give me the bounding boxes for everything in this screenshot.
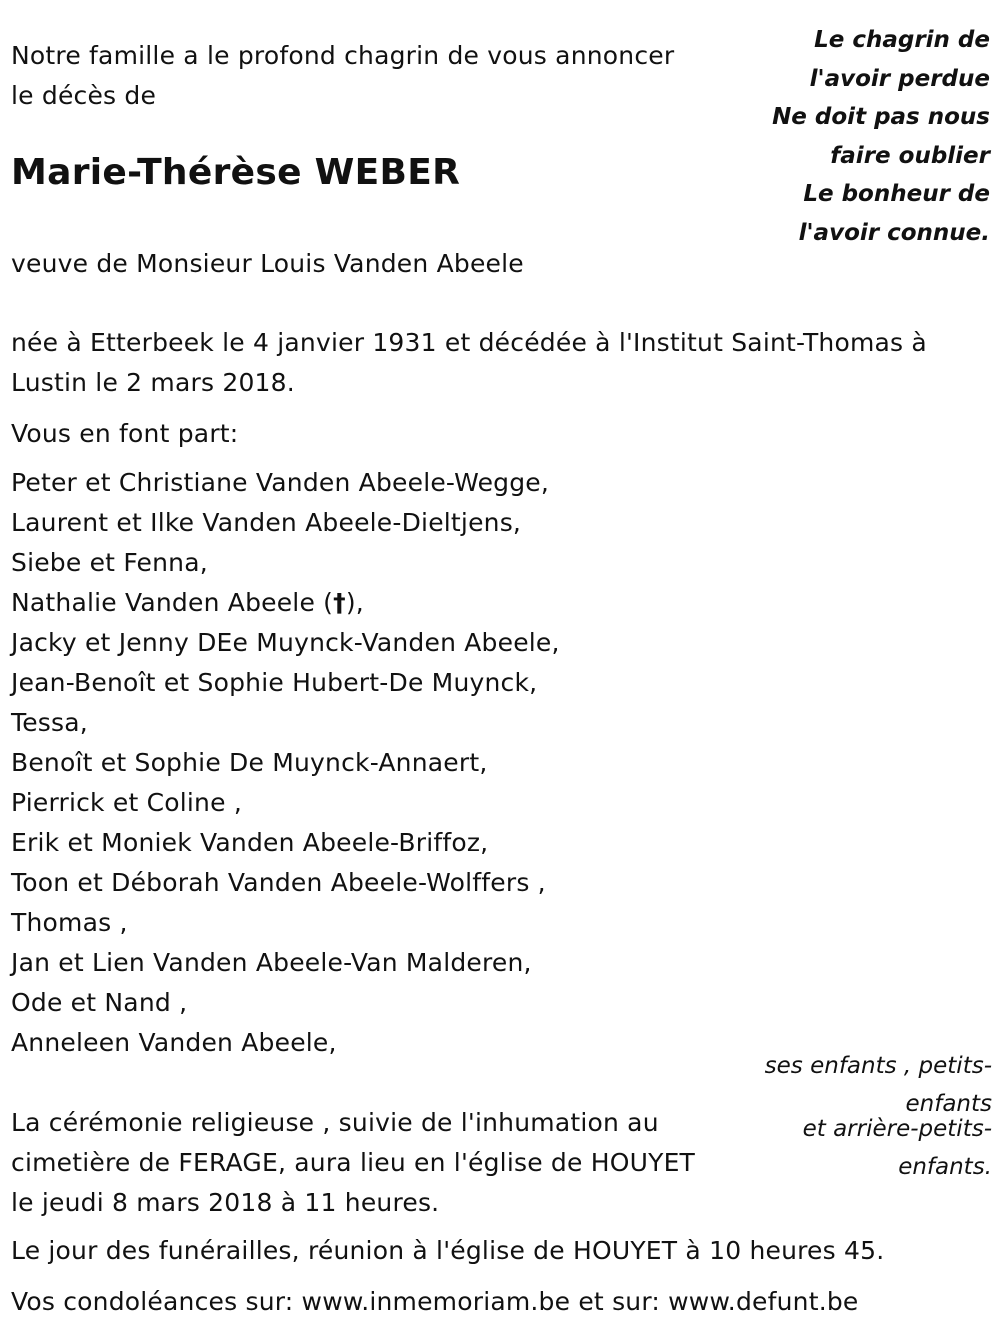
family-member: Benoît et Sophie De Muynck-Annaert, — [11, 748, 488, 777]
deceased-name: Marie-Thérèse WEBER — [11, 152, 461, 193]
family-member: Anneleen Vanden Abeele, — [11, 1028, 337, 1057]
family-member: Laurent et Ilke Vanden Abeele-Dieltjens, — [11, 508, 522, 537]
poem-line: l'avoir perdue — [809, 65, 990, 92]
family-member: Ode et Nand , — [11, 988, 188, 1017]
ceremony-line: La cérémonie religieuse , suivie de l'inhumation au — [11, 1108, 659, 1137]
poem-line: Le bonheur de — [803, 181, 990, 207]
birth-death-text — [11, 323, 927, 403]
intro-line: le décès de — [11, 81, 157, 110]
poem-line: Ne doit pas nous — [772, 104, 990, 130]
intro-text — [11, 36, 674, 116]
family-member: Thomas , — [11, 908, 128, 937]
condolences-text: Vos condoléances sur: www.inmemoriam.be et sur: www.defunt.be — [11, 1287, 859, 1316]
family-member: Peter et Christiane Vanden Abeele-Wegge, — [11, 468, 550, 497]
ceremony-text — [11, 1103, 695, 1223]
ceremony-line: le jeudi 8 mars 2018 à 11 heures. — [11, 1188, 440, 1217]
relation-great-grandchildren — [803, 1110, 992, 1186]
family-member: Pierrick et Coline , — [11, 788, 242, 817]
family-member: Siebe et Fenna, — [11, 548, 208, 577]
family-member-name: Nathalie Vanden Abeele ( — [11, 588, 334, 617]
poem-line: l'avoir connue. — [798, 219, 990, 246]
birth-death-line: Lustin le 2 mars 2018. — [11, 368, 295, 397]
family-member-suffix: ), — [345, 588, 364, 617]
cross-icon: † — [333, 588, 346, 617]
intro-line: Notre famille a le profond chagrin de vous annoncer — [11, 41, 675, 70]
family-member: Jacky et Jenny DEe Muynck-Vanden Abeele, — [11, 628, 560, 657]
relation-line: et arrière-petits- — [802, 1116, 992, 1142]
birth-death-line: née à Etterbeek le 4 janvier 1931 et décédée à l'Institut Saint-Thomas à — [11, 328, 927, 357]
widow-of-text: veuve de Monsieur Louis Vanden Abeele — [11, 249, 524, 278]
family-member: Jean-Benoît et Sophie Hubert-De Muynck, — [11, 668, 538, 697]
relation-line: enfants — [905, 1091, 992, 1117]
poem-line: Le chagrin de — [814, 27, 990, 53]
poem — [772, 21, 990, 252]
family-member: Tessa, — [11, 708, 88, 737]
relation-line: enfants. — [898, 1154, 992, 1180]
relation-line: ses enfants , petits- — [764, 1053, 992, 1079]
announce-text: Vous en font part: — [11, 419, 239, 448]
family-member: Toon et Déborah Vanden Abeele-Wolffers , — [11, 868, 546, 897]
family-member: Erik et Moniek Vanden Abeele-Briffoz, — [11, 828, 489, 857]
poem-line: faire oublier — [830, 142, 990, 169]
family-list — [11, 463, 560, 1063]
reunion-text: Le jour des funérailles, réunion à l'église de HOUYET à 10 heures 45. — [11, 1236, 885, 1265]
ceremony-line: cimetière de FERAGE, aura lieu en l'église de HOUYET — [11, 1148, 696, 1177]
family-member-deceased — [11, 583, 560, 623]
family-member: Jan et Lien Vanden Abeele-Van Malderen, — [11, 948, 532, 977]
